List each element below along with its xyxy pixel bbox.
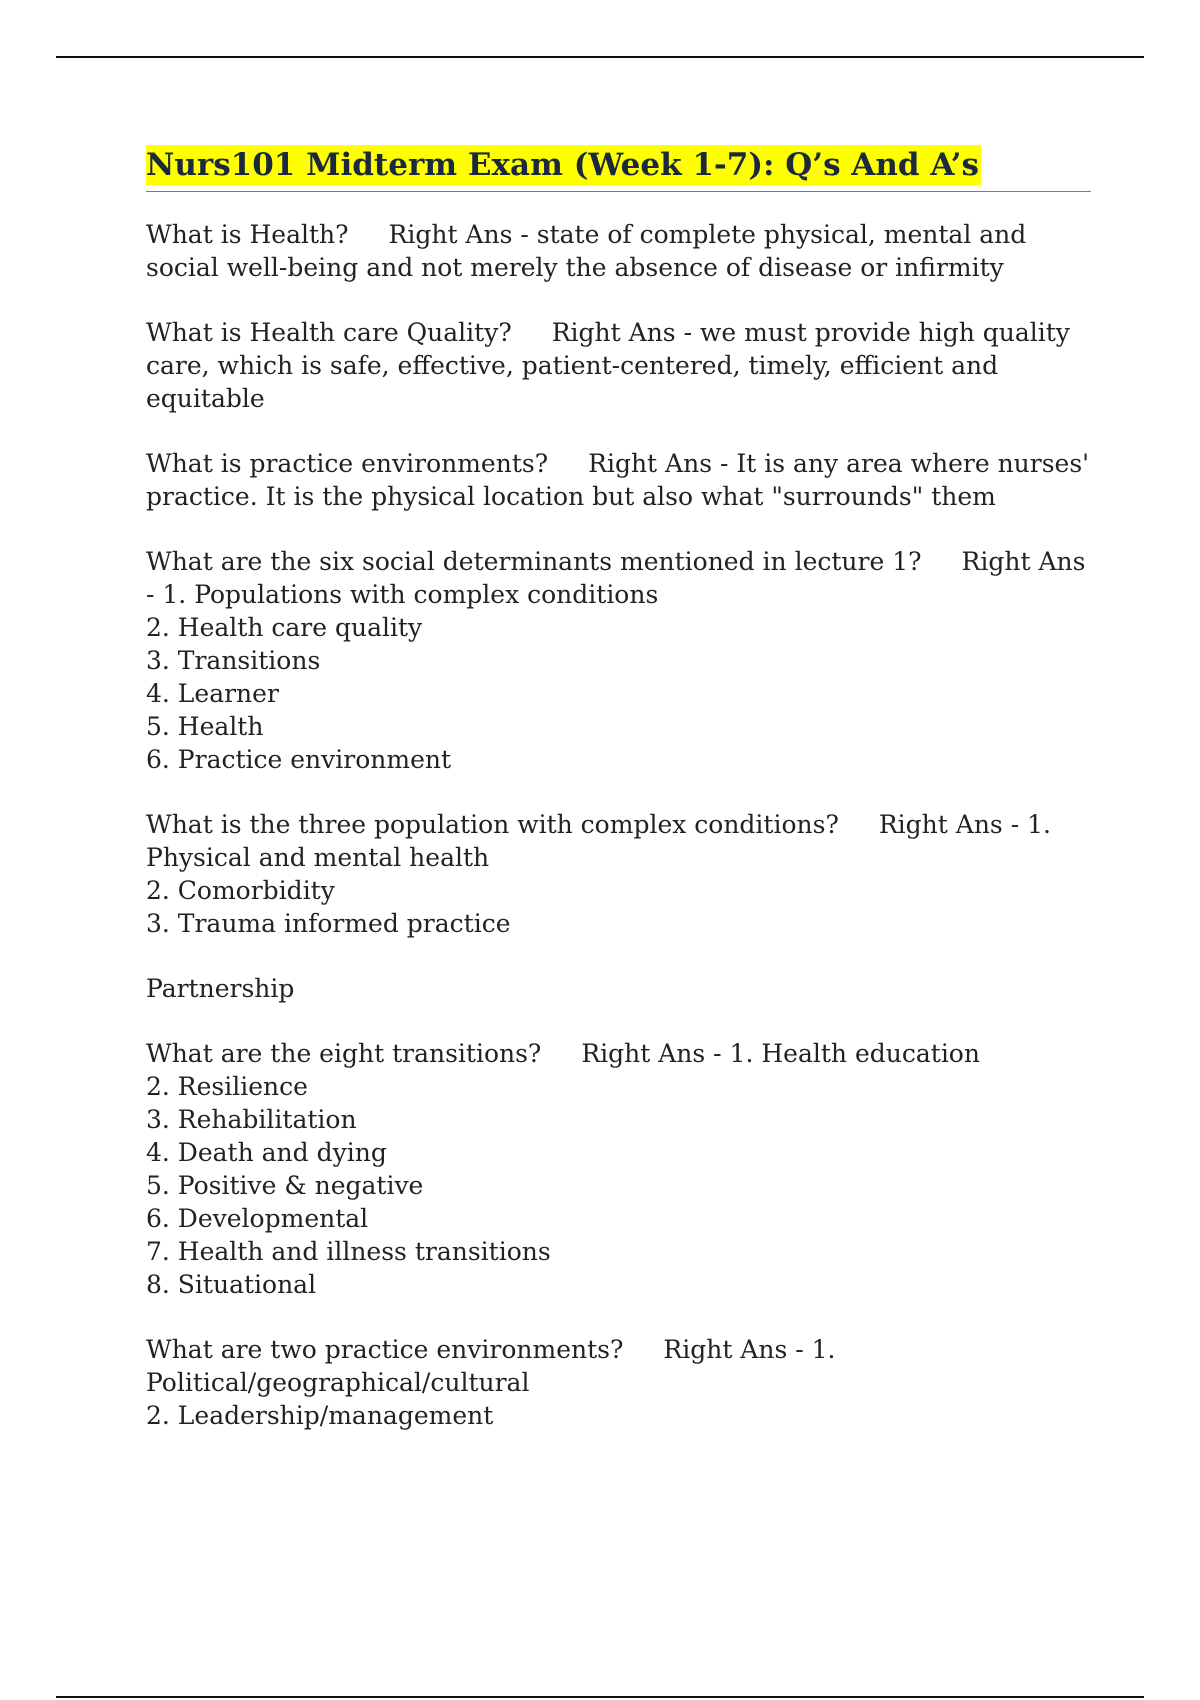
question-text: What is the three population with complex conditions? xyxy=(146,810,839,840)
answer-text: Right Ans - state of complete physical, mental and social well-being and not merely the absence of disease or infirmity xyxy=(146,220,1027,283)
answer-text: Right Ans - we must provide high quality care, which is safe, effective, patient-centered, timely, efficient and equitable xyxy=(146,318,1070,414)
list-item: 4. Death and dying xyxy=(146,1138,387,1168)
question-text: What is Health? xyxy=(146,220,349,250)
bottom-rule xyxy=(56,1696,1144,1698)
question-text: What are the eight transitions? xyxy=(146,1039,542,1069)
answer-text: Right Ans - 1. Health education xyxy=(581,1039,980,1069)
list-item: 2. Comorbidity xyxy=(146,876,335,906)
list-item: 3. Transitions xyxy=(146,646,321,676)
list-item: 4. Learner xyxy=(146,679,279,709)
question-text: What are two practice environments? xyxy=(146,1335,624,1365)
answer-text: Right Ans - 1. Political/geographical/cultural xyxy=(146,1335,836,1398)
question-text: What is practice environments? xyxy=(146,449,549,479)
list-item: 2. Leadership/management xyxy=(146,1401,494,1431)
list-item: 6. Developmental xyxy=(146,1204,369,1234)
question-text: What are the six social determinants mentioned in lecture 1? xyxy=(146,547,922,577)
list-item: 6. Practice environment xyxy=(146,745,452,775)
title-block xyxy=(146,145,1091,192)
list-item: 5. Health xyxy=(146,712,264,742)
qa-item xyxy=(146,808,1091,940)
list-item: 5. Positive & negative xyxy=(146,1171,424,1201)
answer-text: Right Ans - It is any area where nurses' practice. It is the physical location but also what "surrounds" them xyxy=(146,449,1090,512)
document-body xyxy=(146,145,1091,1464)
qa-item xyxy=(146,545,1091,776)
page-title: Nurs101 Midterm Exam (Week 1-7): Q’s And A’s xyxy=(146,145,981,185)
qa-item xyxy=(146,1333,1091,1432)
answer-text: Right Ans - 1. Populations with complex conditions xyxy=(146,547,1086,610)
question-text: What is Health care Quality? xyxy=(146,318,512,348)
list-item: 3. Trauma informed practice xyxy=(146,909,511,939)
list-item: 7. Health and illness transitions xyxy=(146,1237,551,1267)
list-item: 2. Health care quality xyxy=(146,613,423,643)
qa-item xyxy=(146,1037,1091,1301)
answer-text: Right Ans - 1. Physical and mental health xyxy=(146,810,1051,873)
qa-item xyxy=(146,447,1091,513)
standalone-text: Partnership xyxy=(146,974,295,1004)
list-item: 2. Resilience xyxy=(146,1072,308,1102)
list-item: 8. Situational xyxy=(146,1270,317,1300)
qa-item xyxy=(146,218,1091,284)
qa-item xyxy=(146,316,1091,415)
top-rule xyxy=(56,56,1144,58)
list-item: 3. Rehabilitation xyxy=(146,1105,357,1135)
